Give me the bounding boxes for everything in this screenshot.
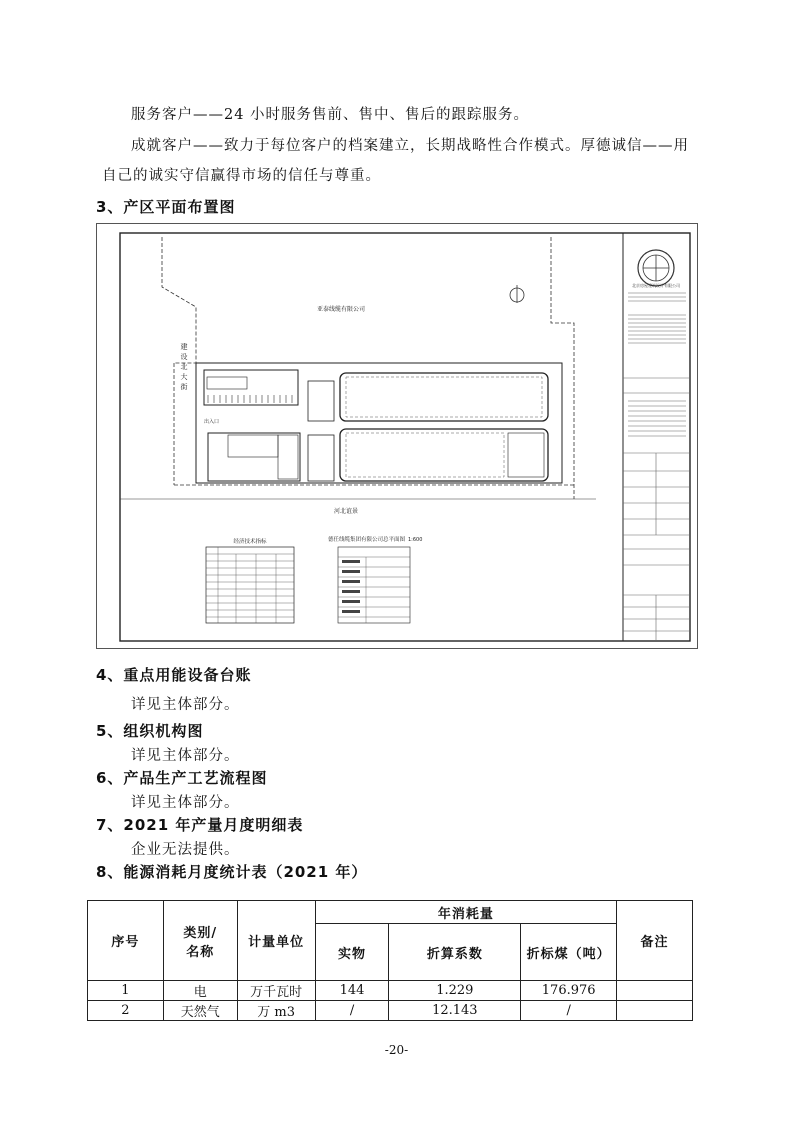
section-heading-equipment: 4、重点用能设备台账: [96, 666, 252, 684]
header-unit: 计量单位: [237, 901, 315, 981]
table-row: [88, 981, 693, 1001]
header-standard-coal: 折标煤（吨）: [521, 924, 617, 981]
road-west-label: 建设北大街: [180, 343, 188, 393]
entrance-label: 出入口: [204, 419, 220, 425]
cell-coefficient: 12.143: [389, 1001, 521, 1021]
cell-index: 2: [88, 1001, 164, 1021]
cell-standard-coal: /: [521, 1001, 617, 1021]
site-plan-drawing: [96, 223, 698, 649]
header-remark: 备注: [617, 901, 693, 981]
section-heading-output: 7、2021 年产量月度明细表: [96, 816, 304, 834]
section-body-output: 企业无法提供。: [131, 842, 240, 858]
cell-remark: [617, 1001, 693, 1021]
header-annual-consumption: 年消耗量: [315, 901, 617, 924]
cell-unit: 万 m3: [237, 1001, 315, 1021]
section-body-process-flow: 详见主体部分。: [131, 795, 240, 811]
section-heading-energy: 8、能源消耗月度统计表（2021 年）: [96, 863, 368, 881]
cell-actual: 144: [315, 981, 389, 1001]
paragraph-achieve: 成就客户——致力于每位客户的档案建立，长期战略性合作模式。厚德诚信——用: [131, 138, 689, 154]
road-south-label: 河北谊景: [333, 508, 359, 515]
cell-category: 电: [163, 981, 237, 1001]
page-number: -20-: [384, 1043, 409, 1057]
drawing-scale: 1:600: [408, 537, 423, 543]
cell-actual: /: [315, 1001, 389, 1021]
indicator-table-title: 经济技术指标: [233, 539, 267, 545]
table-row: [88, 1001, 693, 1021]
paragraph-service: 服务客户——24 小时服务售前、售中、售后的跟踪服务。: [131, 107, 530, 123]
cell-remark: [617, 981, 693, 1001]
header-actual: 实物: [315, 924, 389, 981]
designer-name: 北京房屋建筑设计有限公司: [632, 283, 680, 288]
cell-index: 1: [88, 981, 164, 1001]
header-index: 序号: [88, 901, 164, 981]
header-coefficient: 折算系数: [389, 924, 521, 981]
section-heading-site-plan: 3、产区平面布置图: [96, 198, 236, 216]
drawing-title: 德任线缆集团有限公司总平面图: [328, 537, 406, 543]
cell-standard-coal: 176.976: [521, 981, 617, 1001]
section-body-org-chart: 详见主体部分。: [131, 748, 240, 764]
section-heading-process-flow: 6、产品生产工艺流程图: [96, 769, 268, 787]
section-body-equipment: 详见主体部分。: [131, 697, 240, 713]
section-heading-org-chart: 5、组织机构图: [96, 722, 204, 740]
neighbor-label: 亚泰线缆有限公司: [316, 306, 366, 313]
energy-consumption-table: [87, 900, 693, 1021]
cell-category: 天然气: [163, 1001, 237, 1021]
paragraph-integrity: 自己的诚实守信赢得市场的信任与尊重。: [102, 168, 381, 184]
cell-unit: 万千瓦时: [237, 981, 315, 1001]
cell-coefficient: 1.229: [389, 981, 521, 1001]
header-category: 类别/名称: [163, 901, 237, 981]
